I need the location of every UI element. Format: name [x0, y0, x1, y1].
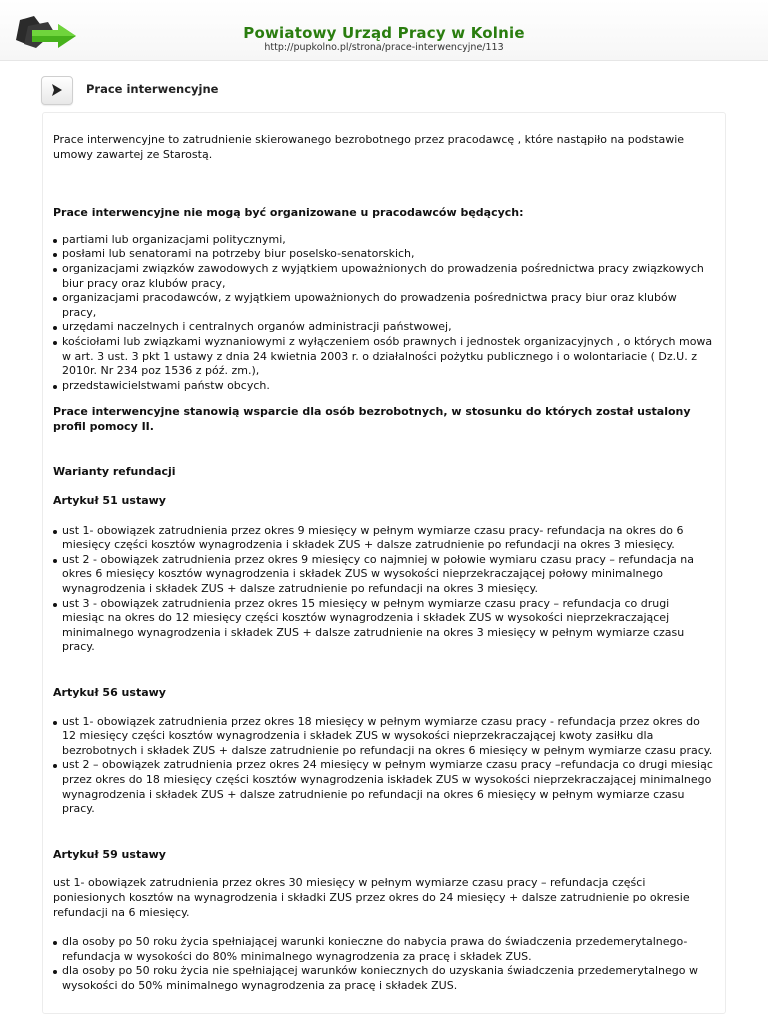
art59-list: [53, 935, 713, 993]
list-item: posłami lub senatorami na potrzeby biur poselsko-senatorskich,: [53, 247, 713, 262]
art56-heading: Artykuł 56 ustawy: [53, 686, 166, 700]
list-item: przedstawicielstwami państw obcych.: [53, 379, 713, 394]
list-item: dla osoby po 50 roku życia nie spełniającej warunków koniecznych do uzyskania świadczenia przedemerytalnego w wysokości do 50% minimalnego wynagrodzenia za pracę i składek ZUS.: [53, 964, 713, 993]
art59-text: ust 1- obowiązek zatrudnienia przez okres 30 miesięcy w pełnym wymiarze czasu pracy – refundacja części poniesionych kosztów na wynagrodzenia i składki ZUS przez okres do 24 miesięcy + dalsze zatrudnienie po okresie refundacji na 6 miesięcy.: [53, 876, 690, 919]
article-content: [53, 133, 713, 994]
list-item: organizacjami związków zawodowych z wyjątkiem upoważnionych do prowadzenia pośrednictwa pracy związkowych biur pracy oraz klubów pracy,: [53, 262, 713, 291]
variants-heading: Warianty refundacji: [53, 464, 176, 478]
site-url[interactable]: http://pupkolno.pl/strona/prace-interwencyjne/113: [264, 42, 504, 53]
list-item: ust 2 – obowiązek zatrudnienia przez okres 24 miesięcy w pełnym wymiarze czasu pracy –refundacja co drugi miesiąc przez okres do 18 miesięcy części kosztów wynagrodzenia iskładek ZUS w wysokości nieprzekraczającej minimalnego wynagrodzenia i składek ZUS + dalsze zatrudnienie po refundacji na okres 6 miesięcy w pełnym wymiarze czasu pracy.: [53, 758, 713, 816]
not-organized-heading: Prace interwencyjne nie mogą być organizowane u pracodawców będących:: [53, 206, 524, 220]
page-header: [0, 61, 768, 111]
intro-text: Prace interwencyjne to zatrudnienie skierowanego bezrobotnego przez pracodawcę , które nastąpiło na podstawie umowy zawartej ze Starostą.: [53, 133, 685, 161]
arrow-right-icon: [51, 84, 63, 96]
list-item: ust 2 - obowiązek zatrudnienia przez okres 9 miesięcy co najmniej w połowie wymiaru czasu pracy – refundacja na okres 6 miesięcy kosztów wynagrodzenia i składek ZUS w wysokości nieprzekraczającej połowy minimalnego wynagrodzenia i składek ZUS + dalsze zatrudnienie po refundacji na okres 3 miesięcy.: [53, 553, 713, 597]
list-item: kościołami lub związkami wyznaniowymi z wyłączeniem osób prawnych i jednostek organizacyjnych , o których mowa w art. 3 ust. 3 pkt 1 ustawy z dnia 24 kwietnia 2003 r. o działalności pożytku publicznego i o wolontariacie ( Dz.U. z 2010r. Nr 234 poz 1536 z póź. zm.),: [53, 335, 713, 379]
list-item: organizacjami pracodawców, z wyjątkiem upoważnionych do prowadzenia pośrednictwa pracy biur oraz klubów pracy,: [53, 291, 713, 320]
site-title[interactable]: Powiatowy Urząd Pracy w Kolnie: [243, 24, 525, 42]
list-item: ust 1- obowiązek zatrudnienia przez okres 9 miesięcy w pełnym wymiarze czasu pracy- refundacja na okres do 6 miesięcy części kosztów wynagrodzenia i składek ZUS + dalsze zatrudnienie po refundacji na okres 3 miesięcy.: [53, 524, 713, 553]
site-header: [0, 0, 768, 61]
list-item: ust 1- obowiązek zatrudnienia przez okres 18 miesięcy w pełnym wymiarze czasu pracy - refundacja przez okres do 12 miesięcy części kosztów wynagrodzenia i składek ZUS w wysokości nieprzekraczającej kwoty zasiłku dla bezrobotnych i składek ZUS + dalsze zatrudnienie po refundacji na okres 6 miesięcy w pełnym wymiarze czasu pracy.: [53, 715, 713, 759]
list-item: ust 3 - obowiązek zatrudnienia przez okres 15 miesięcy w pełnym wymiarze czasu pracy – refundacja co drugi miesiąc na okres do 12 miesięcy części kosztów wynagrodzenia i składek ZUS w wysokości nieprzekraczającej minimalnego wynagrodzenia i składek ZUS + dalsze zatrudnienie na okres 3 miesięcy w pełnym wymiarze czasu pracy.: [53, 597, 713, 655]
not-organized-list: [53, 233, 713, 394]
art51-list: [53, 524, 713, 655]
support-statement: Prace interwencyjne stanowią wsparcie dla osób bezrobotnych, w stosunku do których został ustalony profil pomocy II.: [53, 405, 691, 433]
art51-heading: Artykuł 51 ustawy: [53, 494, 166, 508]
nav-arrow-button[interactable]: [41, 76, 73, 105]
art59-heading: Artykuł 59 ustawy: [53, 847, 166, 861]
art56-list: [53, 715, 713, 817]
list-item: urzędami naczelnych i centralnych organów administracji państwowej,: [53, 320, 713, 335]
list-item: dla osoby po 50 roku życia spełniającej warunki konieczne do nabycia prawa do świadczenia przedemerytalnego- refundacja w wysokości do 80% minimalnego wynagrodzenia za pracę i składek ZUS.: [53, 935, 713, 964]
list-item: partiami lub organizacjami politycznymi,: [53, 233, 713, 248]
page-title: Prace interwencyjne: [86, 82, 219, 96]
